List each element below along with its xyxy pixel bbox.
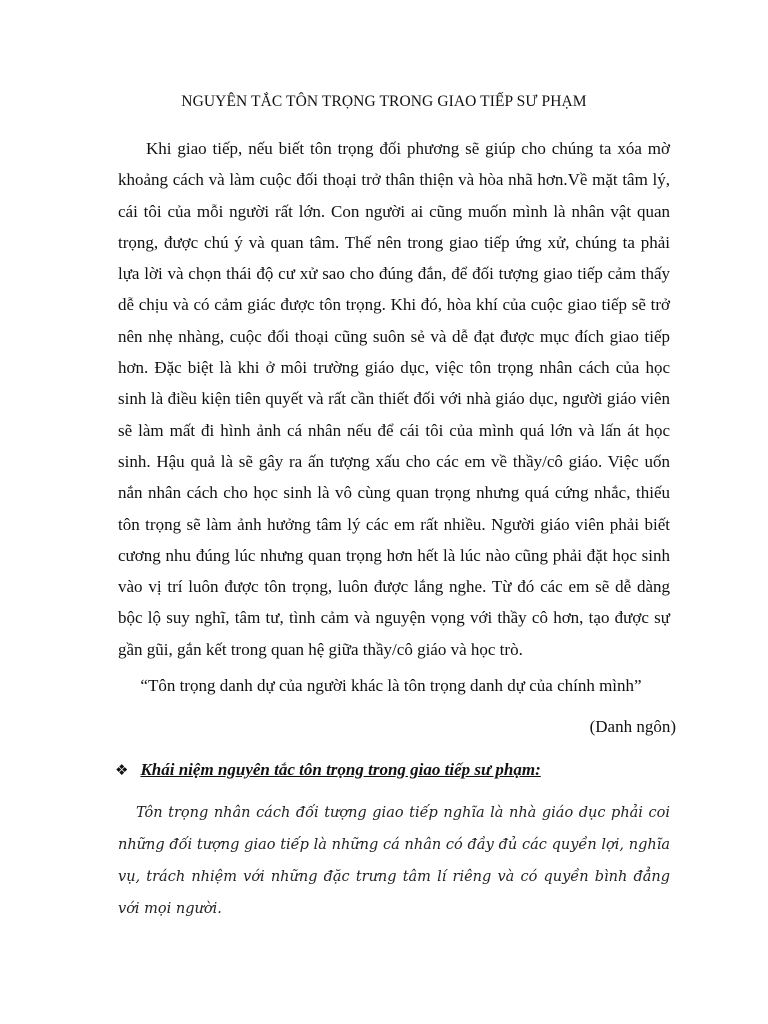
document-title: NGUYÊN TẮC TÔN TRỌNG TRONG GIAO TIẾP SƯ PHẠM	[181, 93, 587, 110]
section-heading	[115, 760, 541, 780]
quote: “Tôn trọng danh dự của người khác là tôn trọng danh dự của chính mình”	[140, 676, 642, 695]
section-heading-text: Khái niệm nguyên tắc tôn trọng trong giao tiếp sư phạm:	[140, 760, 541, 779]
diamond-bullet-icon: ❖	[115, 760, 129, 779]
body-paragraph: Khi giao tiếp, nếu biết tôn trọng đối phương sẽ giúp cho chúng ta xóa mờ khoảng cách và làm cuộc đối thoại trở thân thiện và hòa nhã hơn.Về mặt tâm lý, cái tôi của mỗi người rất lớn. Con người ai cũng muốn mình là nhân vật quan trọng, được chú ý và quan tâm. Thế nên trong giao tiếp ứng xử, chúng ta phải lựa lời và chọn thái độ cư xử sao cho đúng đắn, để đối tượng giao tiếp cảm thấy dễ chịu và có cảm giác được tôn trọng. Khi đó, hòa khí của cuộc giao tiếp sẽ trở nên nhẹ nhàng, cuộc đối thoại cũng suôn sẻ và dễ đạt được mục đích giao tiếp hơn. Đặc biệt là khi ở môi trường giáo dục, việc tôn trọng nhân cách của học sinh là điều kiện tiên quyết và rất cần thiết đối với nhà giáo dục, người giáo viên sẽ làm mất đi hình ảnh cá nhân nếu để cái tôi của mình quá lớn và lấn át học sinh. Hậu quả là sẽ gây ra ấn tượng xấu cho các em về thầy/cô giáo. Việc uốn nắn nhân cách cho học sinh là vô cùng quan trọng nhưng quá cứng nhắc, thiếu tôn trọng sẽ làm ảnh hưởng tâm lý các em rất nhiều. Người giáo viên phải biết cương nhu đúng lúc nhưng quan trọng hơn hết là lúc nào cũng phải đặt học sinh vào vị trí luôn được tôn trọng, luôn được lắng nghe. Từ đó các em sẽ dễ dàng bộc lộ suy nghĩ, tâm tư, tình cảm và nguyện vọng với thầy cô hơn, tạo được sự gần gũi, gắn kết trong quan hệ giữa thầy/cô giáo và học trò.	[118, 139, 670, 659]
definition-paragraph: Tôn trọng nhân cách đối tượng giao tiếp nghĩa là nhà giáo dục phải coi những đối tượng giao tiếp là những cá nhân có đầy đủ các quyền lợi, nghĩa vụ, trách nhiệm với những đặc trưng tâm lí riêng và có quyền bình đẳng với mọi người.	[118, 805, 670, 917]
quote-attribution: (Danh ngôn)	[589, 717, 676, 736]
